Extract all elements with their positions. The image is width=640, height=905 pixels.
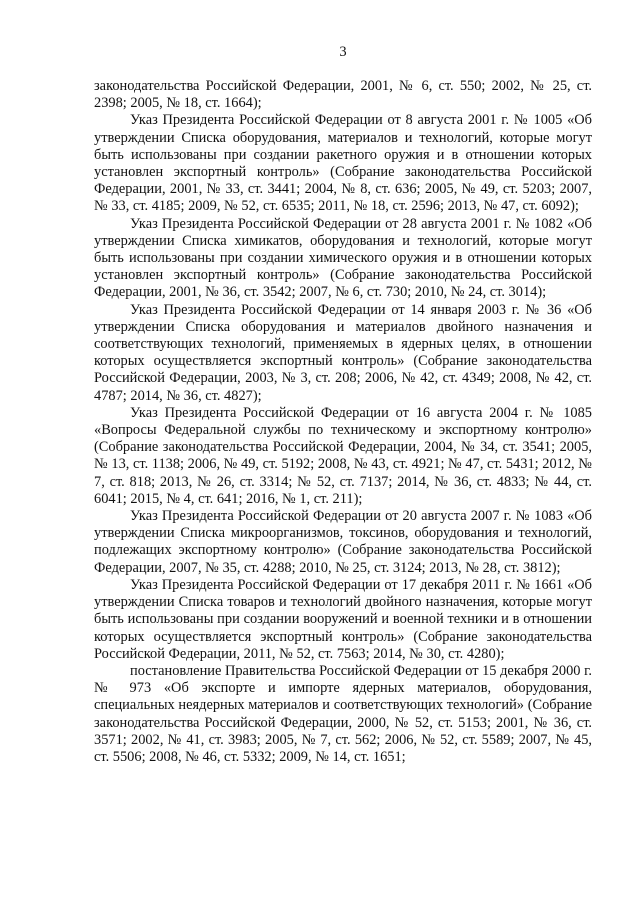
paragraph-decree-1083: Указ Президента Российской Федерации от 20 августа 2007 г. № 1083 «Об утверждении Списка микроорганизмов, токсинов, оборудования и технологий, подлежащих экспортному контролю» (Собрание законодательства Российской Федерации, 2007, № 35, ст. 4288; 2010, № 25, ст. 3124; 2013, № 28, ст. 3812); bbox=[94, 508, 592, 576]
page-number: 3 bbox=[339, 44, 347, 60]
paragraph-decree-1661: Указ Президента Российской Федерации от 17 декабря 2011 г. № 1661 «Об утверждении Списка товаров и технологий двойного назначения, которые могут быть использованы при создании вооружений и военной техники и в отношении которых осуществляется экспортный контроль» (Собрание законодательства Российской Федерации, 2011, № 52, ст. 7563; 2014, № 30, ст. 4280); bbox=[94, 576, 592, 662]
paragraph-resolution-973: постановление Правительства Российской Федерации от 15 декабря 2000 г. № 973 «Об экспорте и импорте ядерных материалов, оборудования, специальных неядерных материалов и соответствующих технологий» (Собрание законодательства Российской Федерации, 2000, № 52, ст. 5153; 2001, № 36, ст. 3571; 2002, № 41, ст. 3983; 2005, № 7, ст. 562; 2006, № 52, ст. 5589; 2007, № 45, ст. 5506; 2008, № 46, ст. 5332; 2009, № 14, ст. 1651; bbox=[94, 662, 592, 765]
paragraph-continuation: законодательства Российской Федерации, 2001, № 6, ст. 550; 2002, № 25, ст. 2398; 2005, № 18, ст. 1664); bbox=[94, 78, 592, 112]
document-body bbox=[94, 78, 592, 766]
paragraph-decree-1005: Указ Президента Российской Федерации от 8 августа 2001 г. № 1005 «Об утверждении Списка оборудования, материалов и технологий, которые могут быть использованы при создании ракетного оружия и в отношении которых установлен экспортный контроль» (Собрание законодательства Российской Федерации, 2001, № 33, ст. 3441; 2004, № 8, ст. 636; 2005, № 49, ст. 5203; 2007, № 33, ст. 4185; 2009, № 52, ст. 6535; 2011, № 18, ст. 2596; 2013, № 47, ст. 6092); bbox=[94, 112, 592, 215]
paragraph-decree-1082: Указ Президента Российской Федерации от 28 августа 2001 г. № 1082 «Об утверждении Списка химикатов, оборудования и технологий, которые могут быть использованы при создании химического оружия и в отношении которых установлен экспортный контроль» (Собрание законодательства Российской Федерации, 2001, № 36, ст. 3542; 2007, № 6, ст. 730; 2010, № 24, ст. 3014); bbox=[94, 215, 592, 301]
paragraph-decree-1085: Указ Президента Российской Федерации от 16 августа 2004 г. № 1085 «Вопросы Федеральной службы по техническому и экспортному контролю» (Собрание законодательства Российской Федерации, 2004, № 34, ст. 3541; 2005, № 13, ст. 1138; 2006, № 49, ст. 5192; 2008, № 43, ст. 4921; № 47, ст. 5431; 2012, № 7, ст. 818; 2013, № 26, ст. 3314; № 52, ст. 7137; 2014, № 36, ст. 4833; № 44, ст. 6041; 2015, № 4, ст. 641; 2016, № 1, ст. 211); bbox=[94, 404, 592, 507]
paragraph-decree-36: Указ Президента Российской Федерации от 14 января 2003 г. № 36 «Об утверждении Списка оборудования и материалов двойного назначения и соответствующих технологий, применяемых в ядерных целях, в отношении которых осуществляется экспортный контроль» (Собрание законодательства Российской Федерации, 2003, № 3, ст. 208; 2006, № 42, ст. 4349; 2008, № 42, ст. 4787; 2014, № 36, ст. 4827); bbox=[94, 301, 592, 404]
